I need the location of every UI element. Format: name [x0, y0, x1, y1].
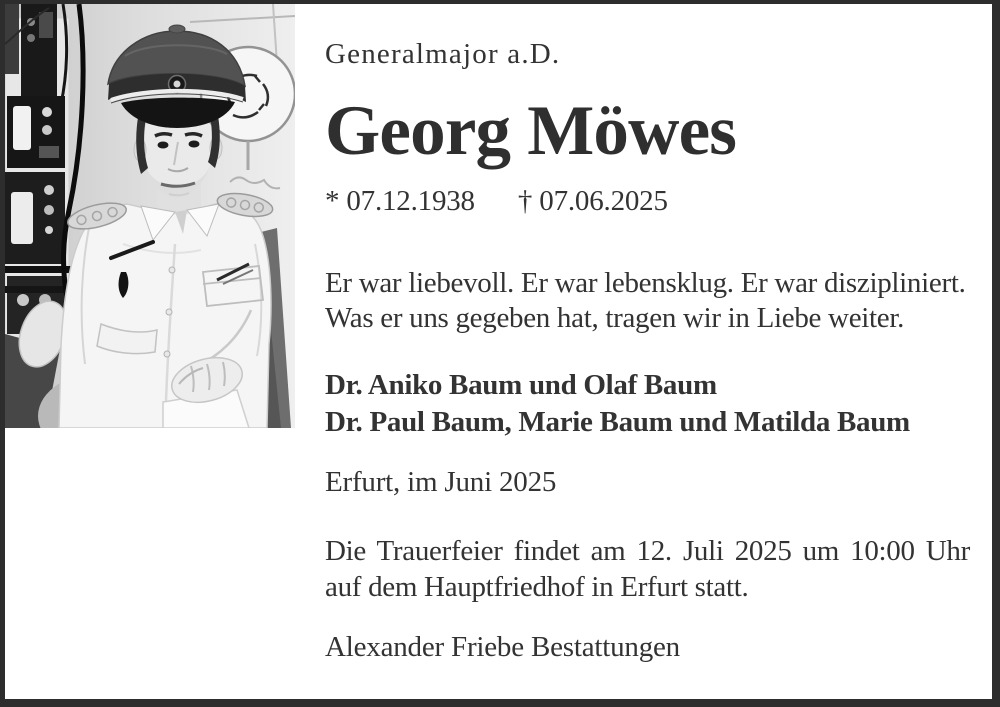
undertaker-name: Alexander Friebe Bestattungen	[325, 631, 680, 663]
mourners-line-2: Dr. Paul Baum, Marie Baum und Matilda Baum	[325, 406, 910, 438]
title-prefix: Generalmajor a.D.	[325, 38, 561, 70]
obituary-text-column	[325, 4, 970, 699]
farewell-line-1: Er war liebevoll. Er war lebensklug. Er war diszipliniert.	[325, 267, 966, 299]
mourners-line-1: Dr. Aniko Baum und Olaf Baum	[325, 369, 717, 401]
funeral-line-2: auf dem Hauptfriedhof in Erfurt statt.	[325, 571, 749, 603]
mourners-names	[325, 367, 910, 441]
farewell-text	[325, 266, 966, 336]
funeral-info	[325, 533, 970, 605]
place-and-date: Erfurt, im Juni 2025	[325, 466, 557, 498]
portrait-photo	[5, 4, 295, 428]
farewell-line-2: Was er uns gegeben hat, tragen wir in Liebe weiter.	[325, 302, 905, 334]
death-date: † 07.06.2025	[517, 185, 668, 217]
deceased-name: Georg Möwes	[325, 92, 737, 170]
funeral-line-1: Die Trauerfeier findet am 12. Juli 2025 um 10:00 Uhr	[325, 535, 970, 567]
birth-date: * 07.12.1938	[325, 185, 475, 217]
life-dates	[325, 187, 668, 216]
